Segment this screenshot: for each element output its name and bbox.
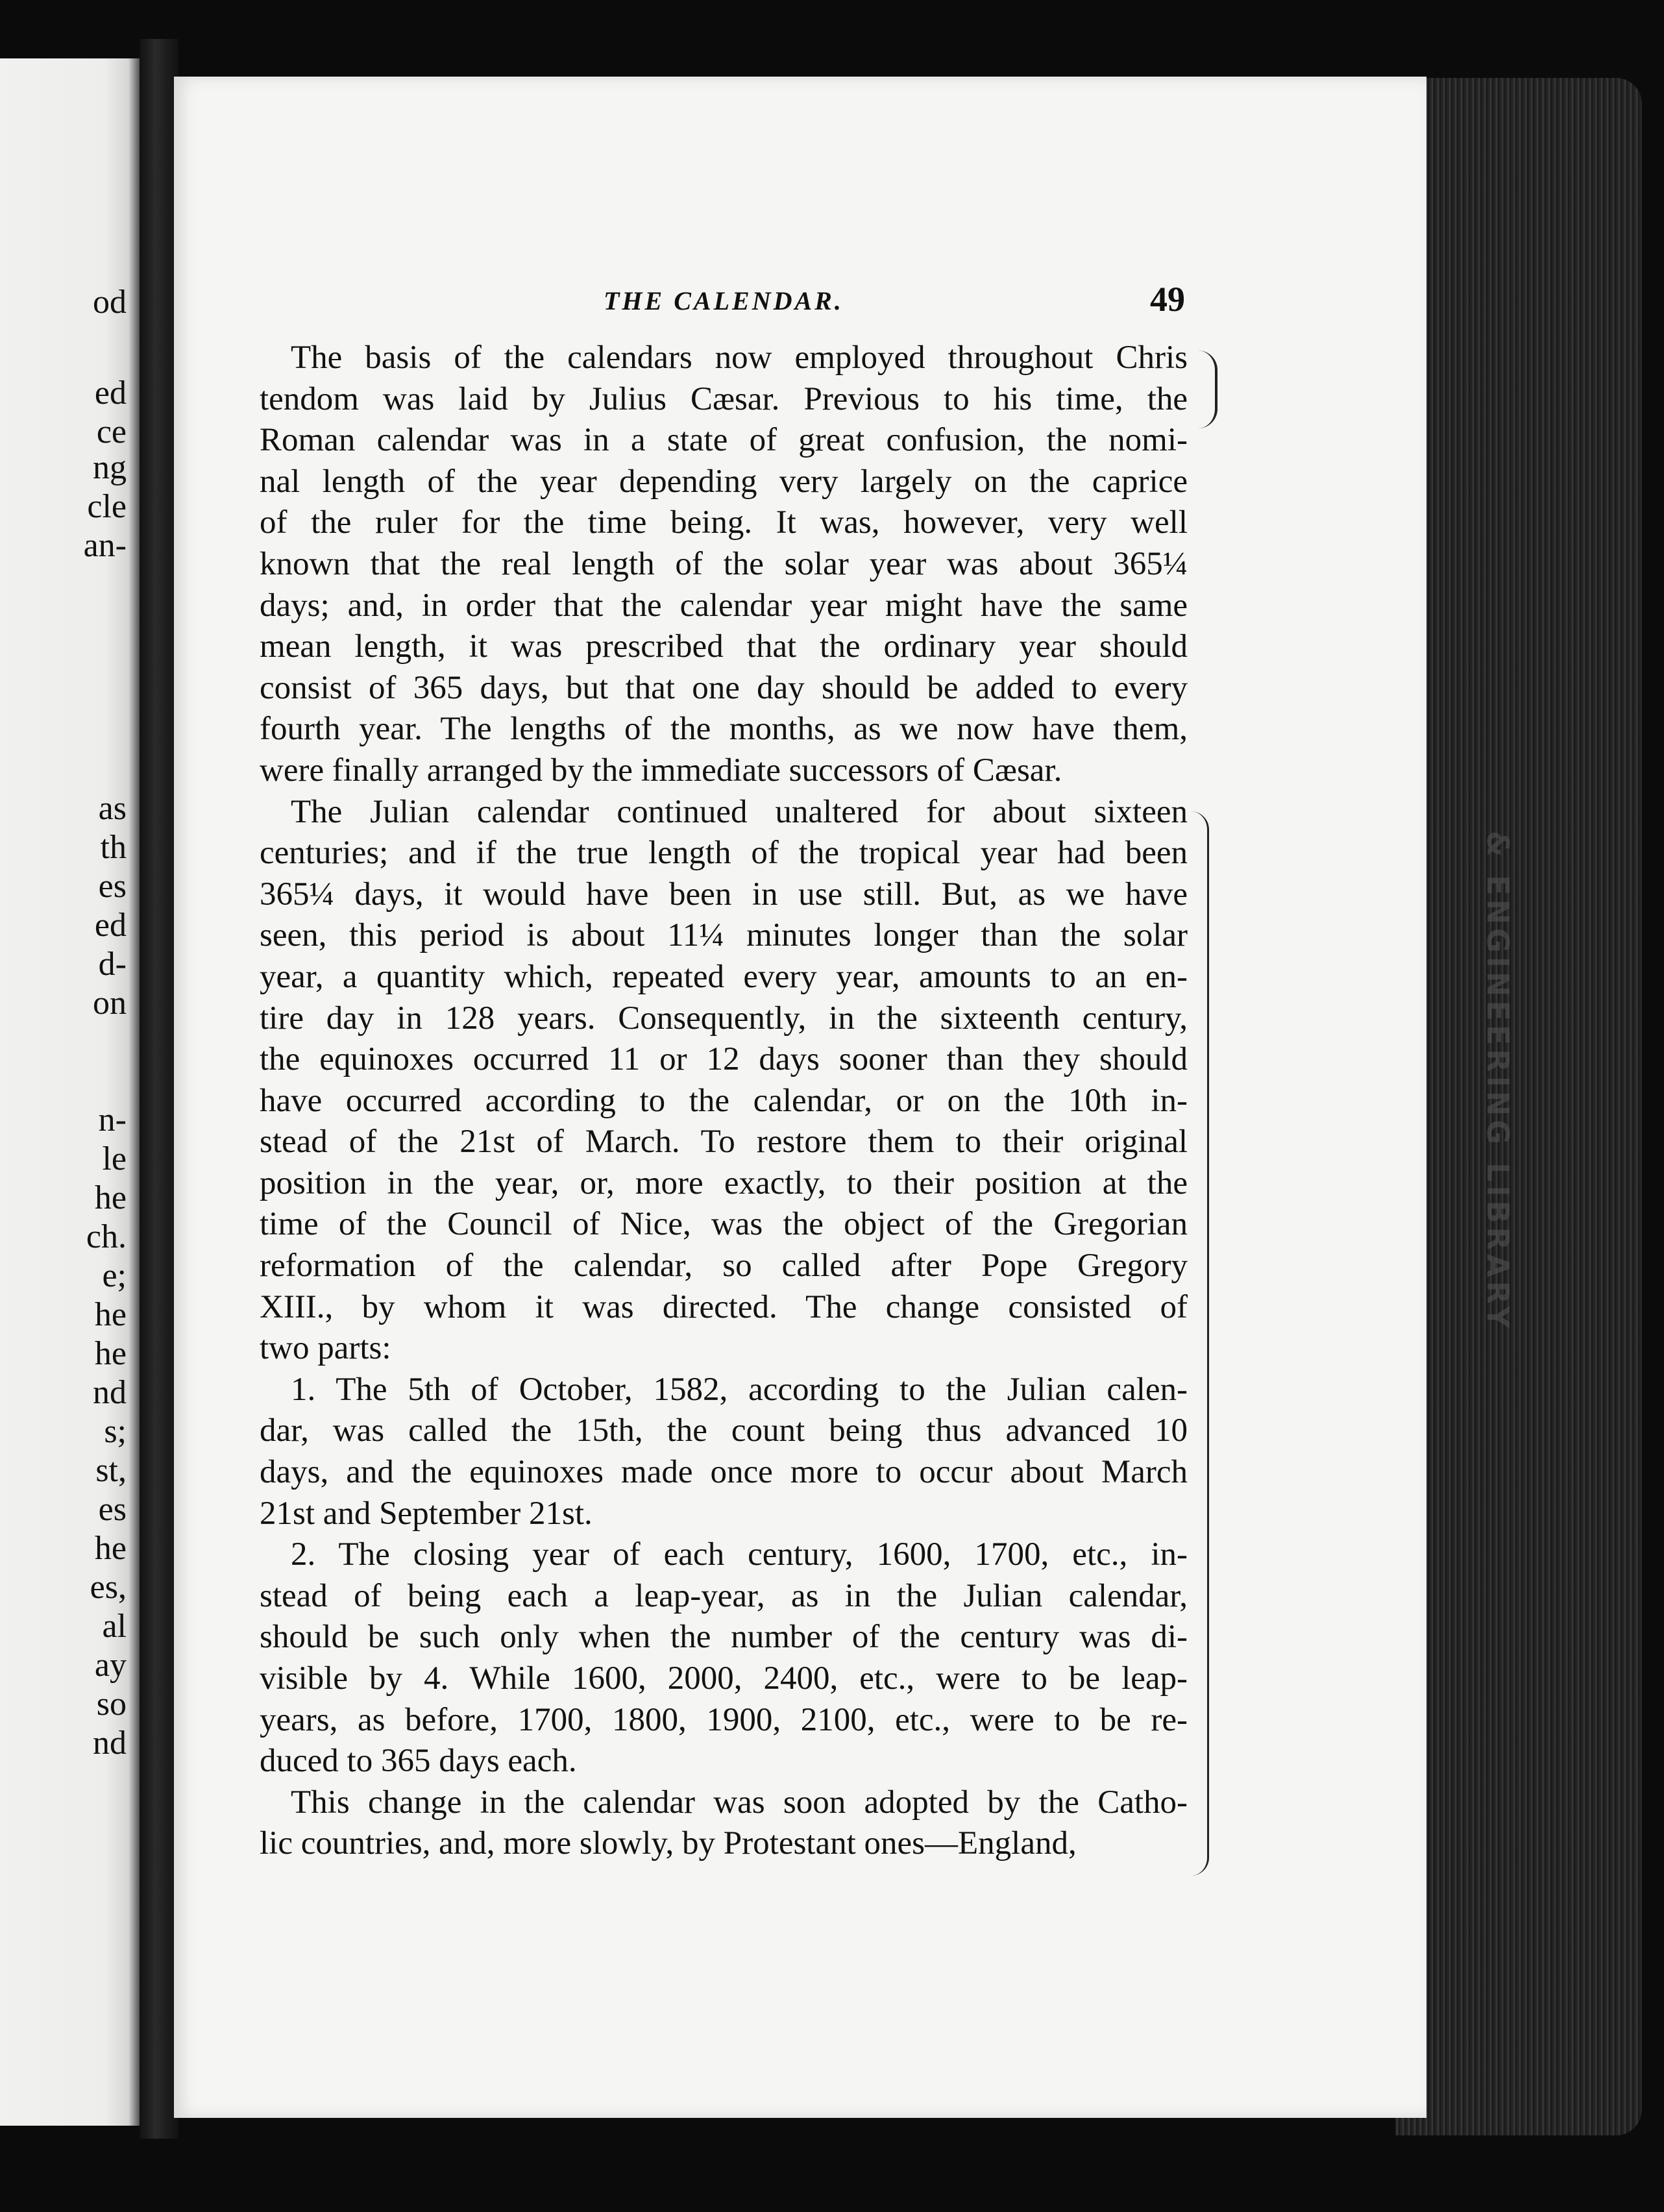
- margin-mark: [1191, 811, 1209, 1876]
- page-body: [260, 338, 1188, 1865]
- previous-page-fragment: ch.: [86, 1218, 127, 1255]
- previous-page-fragment: e;: [102, 1257, 127, 1294]
- previous-page-fragment: al: [102, 1608, 127, 1645]
- previous-page-fragment: ce: [96, 413, 127, 450]
- previous-page-fragment: ed: [94, 375, 127, 412]
- previous-page-fragment: he: [94, 1296, 127, 1333]
- previous-page-fragment: cle: [87, 488, 127, 525]
- library-stamp: & ENGINEERING LIBRARY: [1480, 831, 1515, 1332]
- text-line: 21st and September 21st.: [260, 1495, 593, 1532]
- text-line: of the ruler for the time being. It was, however, very well: [260, 504, 1188, 541]
- text-line: The basis of the calendars now employed throughout Chris: [291, 339, 1188, 376]
- text-line: Roman calendar was in a state of great confusion, the nomi-: [260, 422, 1188, 459]
- text-line: XIII., by whom it was directed. The change consisted of: [260, 1288, 1188, 1325]
- previous-page-fragment: ay: [94, 1647, 127, 1684]
- previous-page-fragment: he: [94, 1335, 127, 1372]
- text-line: year, a quantity which, repeated every year, amounts to an en-: [260, 958, 1188, 995]
- paragraph: [260, 792, 1188, 1370]
- previous-page-fragment: he: [94, 1530, 127, 1567]
- text-line: time of the Council of Nice, was the object of the Gregorian: [260, 1206, 1188, 1243]
- text-line: 1. The 5th of October, 1582, according to the Julian calen-: [291, 1371, 1188, 1408]
- text-line: 365¼ days, it would have been in use still. But, as we have: [260, 876, 1188, 913]
- text-line: the equinoxes occurred 11 or 12 days sooner than they should: [260, 1041, 1188, 1078]
- text-line: lic countries, and, more slowly, by Protestant ones—England,: [260, 1825, 1077, 1862]
- text-line: This change in the calendar was soon adopted by the Catho-: [291, 1784, 1188, 1821]
- previous-page-fragment: ng: [93, 449, 127, 486]
- running-head: THE CALENDAR.: [604, 286, 844, 315]
- text-line: nal length of the year depending very largely on the caprice: [260, 463, 1188, 500]
- text-line: position in the year, or, more exactly, to their position at the: [260, 1164, 1188, 1201]
- text-line: reformation of the calendar, so called after Pope Gregory: [260, 1247, 1188, 1284]
- text-line: stead of being each a leap-year, as in the Julian calendar,: [260, 1577, 1188, 1614]
- text-line: dar, was called the 15th, the count being thus advanced 10: [260, 1412, 1188, 1449]
- book-gutter: [140, 39, 178, 2139]
- text-line: visible by 4. While 1600, 2000, 2400, etc., were to be leap-: [260, 1660, 1188, 1697]
- paragraph: [260, 1370, 1188, 1534]
- previous-page-fragment: n-: [98, 1101, 127, 1138]
- previous-page-fragment: ed: [94, 907, 127, 944]
- previous-page-fragment: on: [93, 985, 127, 1022]
- previous-page-fragment: es: [98, 868, 127, 905]
- previous-page-fragment: le: [102, 1140, 127, 1177]
- text-line: The Julian calendar continued unaltered for about sixteen: [291, 793, 1188, 830]
- previous-page-fragment: nd: [93, 1725, 127, 1762]
- paragraph: [260, 1782, 1188, 1865]
- text-line: consist of 365 days, but that one day should be added to every: [260, 669, 1188, 706]
- text-line: tire day in 128 years. Consequently, in the sixteenth century,: [260, 1000, 1188, 1037]
- text-line: days; and, in order that the calendar year might have the same: [260, 587, 1188, 624]
- previous-page-edge: [0, 58, 140, 2126]
- text-line: seen, this period is about 11¼ minutes longer than the solar: [260, 917, 1188, 954]
- previous-page-fragment: es: [98, 1491, 127, 1528]
- previous-page-fragment: as: [98, 790, 127, 827]
- previous-page-fragment: es,: [90, 1569, 127, 1606]
- previous-page-fragment: he: [94, 1179, 127, 1216]
- previous-page-fragment: st,: [95, 1452, 127, 1489]
- text-line: fourth year. The lengths of the months, as we now have them,: [260, 711, 1188, 748]
- text-line: years, as before, 1700, 1800, 1900, 2100, etc., were to be re-: [260, 1701, 1188, 1738]
- previous-page-fragment: d-: [98, 946, 127, 983]
- paragraph: [260, 338, 1188, 792]
- previous-page-fragment: th: [100, 829, 127, 866]
- previous-page-fragment: an-: [83, 527, 127, 564]
- text-line: two parts:: [260, 1330, 391, 1367]
- page-number: 49: [1150, 280, 1185, 319]
- text-line: tendom was laid by Julius Cæsar. Previous to his time, the: [260, 380, 1188, 417]
- book-fore-edge: [1395, 78, 1642, 2135]
- previous-page-fragment: od: [93, 284, 127, 321]
- text-line: 2. The closing year of each century, 1600, 1700, etc., in-: [291, 1536, 1188, 1573]
- text-line: known that the real length of the solar year was about 365¼: [260, 545, 1188, 582]
- previous-page-fragment: nd: [93, 1374, 127, 1411]
- text-line: mean length, it was prescribed that the ordinary year should: [260, 628, 1188, 665]
- text-line: centuries; and if the true length of the tropical year had been: [260, 835, 1188, 872]
- text-line: were finally arranged by the immediate successors of Cæsar.: [260, 752, 1062, 789]
- previous-page-fragment: so: [96, 1686, 127, 1723]
- text-line: days, and the equinoxes made once more to occur about March: [260, 1454, 1188, 1491]
- text-line: stead of the 21st of March. To restore them to their original: [260, 1124, 1188, 1161]
- text-line: have occurred according to the calendar, or on the 10th in-: [260, 1082, 1188, 1119]
- text-line: duced to 365 days each.: [260, 1743, 577, 1780]
- previous-page-fragment: s;: [104, 1413, 127, 1450]
- text-line: should be such only when the number of the century was di-: [260, 1619, 1188, 1656]
- paragraph: [260, 1534, 1188, 1782]
- margin-mark: [1195, 350, 1217, 428]
